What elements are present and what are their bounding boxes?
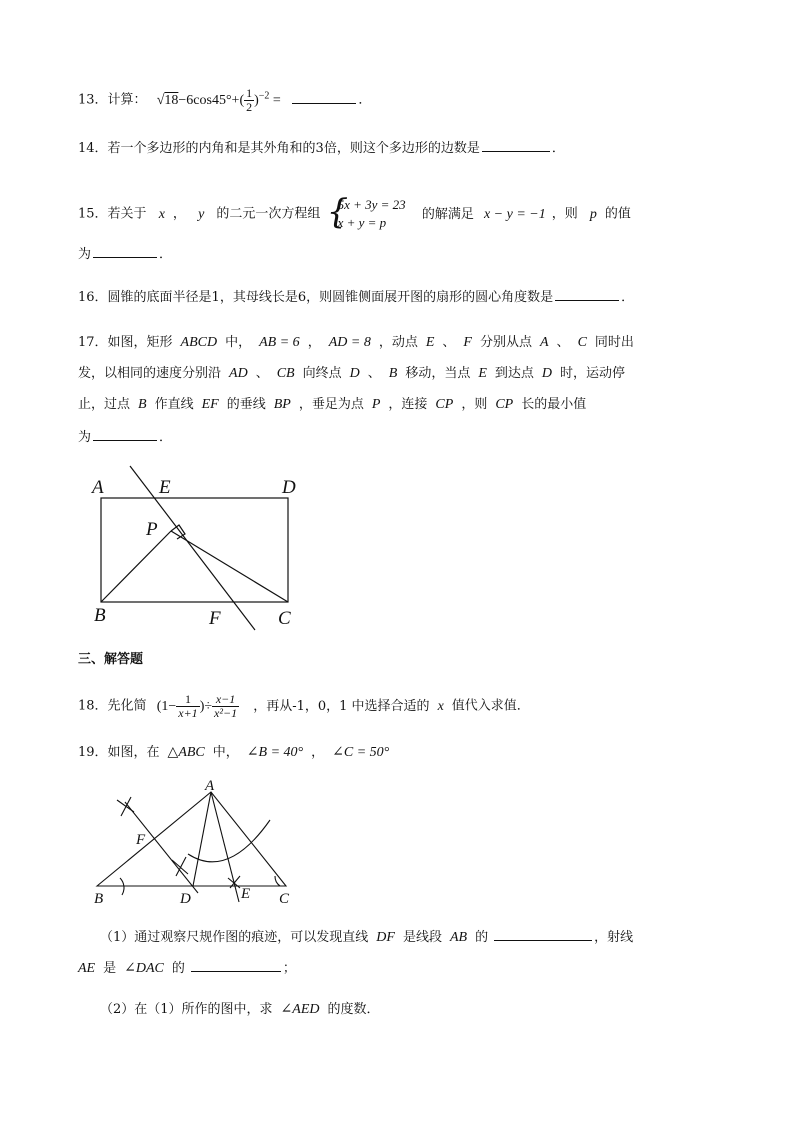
label-A2: A [205,778,215,794]
construction-cross-bottom [172,857,188,876]
q17-l3a: 止，过点 [78,397,131,412]
q19-pre: 19．如图，在 [78,745,160,760]
q19-p1a: （1）通过观察尺规作图的痕迹，可以发现直线 [100,930,369,945]
label-P: P [146,519,158,540]
q17-l2f: 到达点 [494,366,534,381]
q15-eq2: x + y = p [337,215,387,230]
q17-a: A [539,335,549,350]
q19-dac: ∠DAC [124,961,164,976]
q19-angle-c: ∠C = 50° [332,745,390,760]
q13-frac-num: 1 [246,85,253,100]
label-B2: B [94,891,104,907]
q17-l1e: 、 [442,335,456,350]
q18-expr-a: (1− [156,698,177,714]
q13-frac-den: 2 [246,99,253,114]
q17-l2g: 时，运动停 [560,366,626,381]
q18-post: ，再从-1，0，1 中选择合适的 [253,698,430,714]
q13-equals: = [269,92,281,108]
q17-l3f: ，则 [461,397,488,412]
q19-p2b: 的度数． [327,1002,380,1017]
q17-d: D [349,366,360,381]
q17-ad: AD = 8 [328,335,371,350]
q19-p1f: 的 [171,961,185,976]
q19-ab: AB [449,930,468,945]
construction-arc-large [188,820,270,862]
q17-e: E [425,335,435,350]
q17-cp2: CP [495,397,514,412]
q17-bp: BP [273,397,291,412]
label-F2: F [136,832,146,848]
q15-var-p: p [589,206,597,222]
q19-df: DF [376,930,395,945]
q15-then: ，则 [551,206,578,222]
q17-l1a: 17．如图，矩形 [78,335,173,350]
q17-d2: D [541,366,553,381]
q15-sep: ， [172,206,186,222]
q18-f1-den: x+1 [178,706,198,720]
q18-tail: 值代入求值． [451,698,530,714]
q17-l2e: 移动，当点 [405,366,471,381]
q16-text: 16．圆锥的底面半径是1，其母线长是6，则圆锥侧面展开图的扇形的圆心角度数是 [78,290,554,305]
q17-l1g: 、 [556,335,570,350]
q17-end: ． [159,430,173,445]
label-B: B [94,605,106,626]
q19-p2a: （2）在（1）所作的图中，求 [100,1002,273,1017]
q14-end: ． [551,141,565,156]
q17-abcd: ABCD [180,335,218,350]
label-C2: C [279,891,290,907]
label-E2: E [241,886,251,902]
q15-tail: 的值 [604,206,631,222]
q17-l3b: 作直线 [154,397,194,412]
q17-e2: E [478,366,487,381]
q15-mid: 的二元一次方程组 [216,206,321,222]
q18-pre: 18．先化简 [78,698,147,714]
q15-eq1: { 5x + 3y = 23 [337,197,406,212]
q17-l1h: 同时出 [594,335,634,350]
q17-b2: B [138,397,147,412]
q19-answer-blank-2[interactable] [191,957,281,972]
q17-l3e: ，连接 [388,397,428,412]
q17-cb: CB [276,366,295,381]
q18-expr-b: )÷ [199,698,213,714]
q19-p1-end: ； [282,961,296,976]
q16-end: ． [621,290,635,305]
q18-f2-den: x²−1 [214,706,238,720]
q17-ab: AB = 6 [259,335,300,350]
q15-var-x: x [158,206,165,222]
q13-exponent: −2 [258,90,270,101]
label-D2: D [180,891,191,907]
label-F: F [209,608,221,629]
q17-f: F [463,335,472,350]
q19-aed: ∠AED [280,1002,320,1017]
q18-x: x [437,698,444,714]
q13-expression: √18−6cos45°+( $\frac{1}{2}$ )$^{-2}$ = [156,85,281,114]
q15-cond-pre: 的解满足 [421,206,474,222]
q19-p1b: 是线段 [402,930,442,945]
q13-radicand: 18 [164,92,179,108]
q17-p: P [371,397,381,412]
q19-angle-b: ∠B = 40° [246,745,304,760]
q17-l2b: 、 [255,366,269,381]
q13-label: 计算： [107,92,147,108]
q17-l2a: 发，以相同的速度分别沿 [78,366,222,381]
q17-l2d: 、 [367,366,381,381]
q14-text: 14．若一个多边形的内角和是其外角和的3倍，则这个多边形的边数是 [78,141,480,156]
q13-expr: −6cos45°+( [178,92,245,108]
label-E: E [159,477,171,498]
label-A: A [92,477,104,498]
q15-prefix: 15．若关于 [78,206,147,222]
q17-l3c: 的垂线 [226,397,266,412]
q13-number: 13． [78,92,108,108]
q19-part2-line [100,1000,380,1020]
q17-c: C [577,335,587,350]
q15-line2-text: 为 [78,247,92,262]
q19-part1-line1 [100,926,633,948]
q17-l1b: 中， [225,335,252,350]
q19-answer-blank-1[interactable] [494,926,592,941]
q19-sep: ， [311,745,325,760]
q17-l1c: ， [307,335,321,350]
q17-l4: 为 [78,430,92,445]
q13-end: ． [358,92,372,108]
q18-f2-num: x−1 [212,693,239,707]
q19-part1-line2 [78,957,296,979]
q19-p1e: 是 [103,961,117,976]
q17-l1d: ，动点 [378,335,418,350]
q19-triangle: △ABC [167,745,205,760]
q15-condition: x − y = −1 [483,206,546,222]
q19-mid: 中， [212,745,239,760]
q17-l1f: 分别从点 [479,335,532,350]
label-C: C [278,608,291,629]
q17-l3g: 长的最小值 [521,397,587,412]
q19-ae: AE [78,961,96,976]
segment-ad [193,792,211,886]
q17-l3d: ，垂足为点 [298,397,364,412]
q17-l2c: 向终点 [302,366,342,381]
q19-p1c: 的 [475,930,489,945]
label-D: D [282,477,296,498]
q17-cp: CP [435,397,454,412]
q15-var-y: y [198,206,205,222]
q18-f1-num: 1 [176,693,199,707]
section-heading: 三、解答题 [78,652,144,667]
q17-ef: EF [201,397,219,412]
q17-b: B [388,366,398,381]
construction-cross-top [117,797,134,816]
q17-ad2: AD [229,366,248,381]
q15-end: ． [159,247,173,262]
q19-p1d: ，射线 [594,930,634,945]
